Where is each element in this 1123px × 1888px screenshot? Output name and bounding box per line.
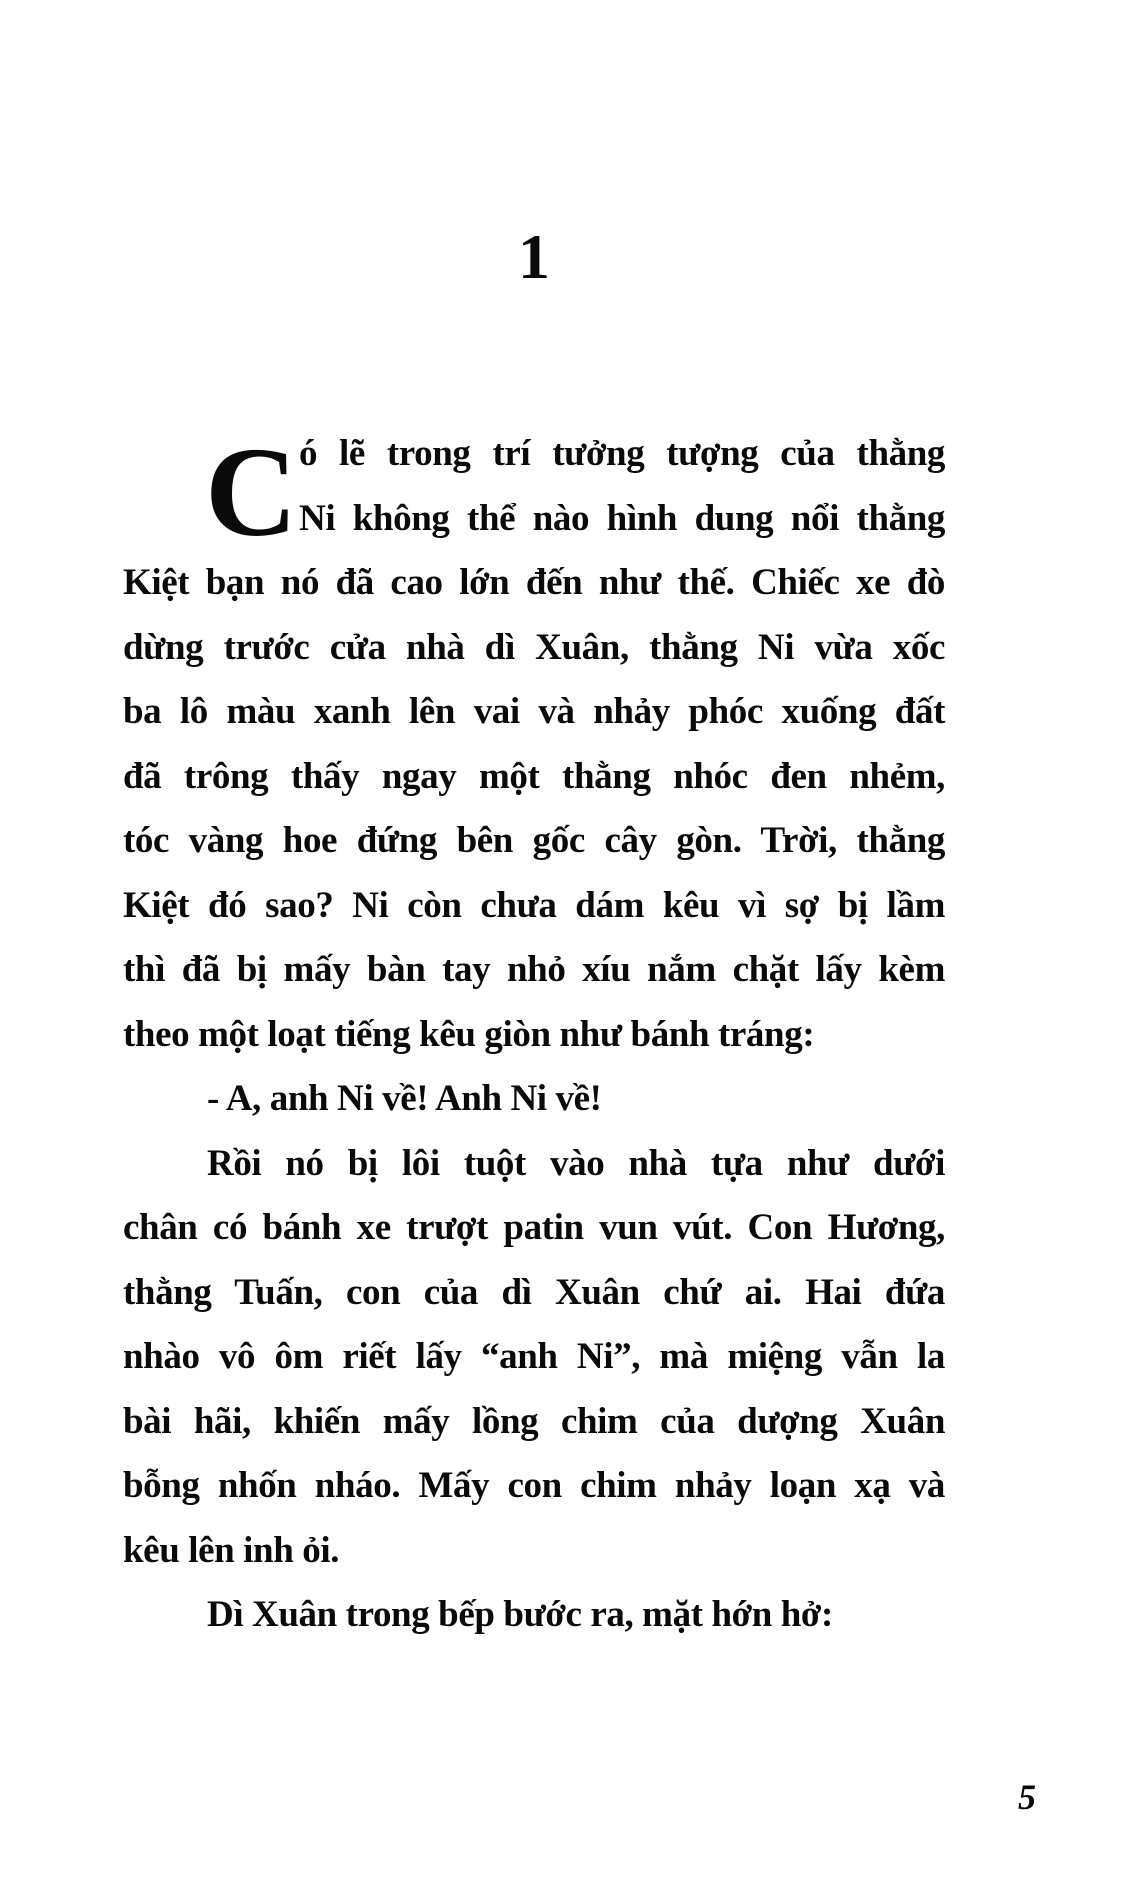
text-line: tóc vàng hoe đứng bên gốc cây gòn. Trời, thằng xyxy=(123,820,945,861)
text-line: bài hãi, khiến mấy lồng chim của dượng Xuân xyxy=(123,1400,945,1442)
text-line: chân có bánh xe trượt patin vun vút. Con Hương, xyxy=(123,1207,945,1248)
text-line: Ni không thể nào hình dung nổi thằng xyxy=(299,497,945,539)
chapter-number: 1 xyxy=(518,221,550,292)
page-number: 5 xyxy=(1018,1777,1036,1817)
text-line: thằng Tuấn, con của dì Xuân chứ ai. Hai đứa xyxy=(123,1271,945,1313)
text-line: theo một loạt tiếng kêu giòn như bánh tráng: xyxy=(123,1013,815,1055)
text-line: Dì Xuân trong bếp bước ra, mặt hớn hở: xyxy=(207,1594,833,1635)
text-line: - A, anh Ni về! Anh Ni về! xyxy=(207,1078,602,1119)
drop-cap: C xyxy=(205,421,298,563)
body-text xyxy=(123,422,945,1648)
text-line: đã trông thấy ngay một thằng nhóc đen nhẻm, xyxy=(123,755,945,797)
text-line: nhào vô ôm riết lấy “anh Ni”, mà miệng vẫn la xyxy=(123,1336,945,1377)
text-line: dừng trước cửa nhà dì Xuân, thằng Ni vừa xốc xyxy=(123,626,945,668)
text-line: Rồi nó bị lôi tuột vào nhà tựa như dưới xyxy=(207,1142,945,1184)
text-line: Kiệt bạn nó đã cao lớn đến như thế. Chiếc xe đò xyxy=(123,562,945,603)
text-line: ba lô màu xanh lên vai và nhảy phóc xuống đất xyxy=(123,691,945,732)
text-line: ó lẽ trong trí tưởng tượng của thằng xyxy=(299,433,945,474)
text-line: thì đã bị mấy bàn tay nhỏ xíu nắm chặt lấy kèm xyxy=(123,949,945,990)
text-line: bỗng nhốn nháo. Mấy con chim nhảy loạn xạ và xyxy=(123,1465,945,1506)
text-line: kêu lên inh ỏi. xyxy=(123,1529,340,1571)
text-line: Kiệt đó sao? Ni còn chưa dám kêu vì sợ bị lầm xyxy=(123,884,945,926)
